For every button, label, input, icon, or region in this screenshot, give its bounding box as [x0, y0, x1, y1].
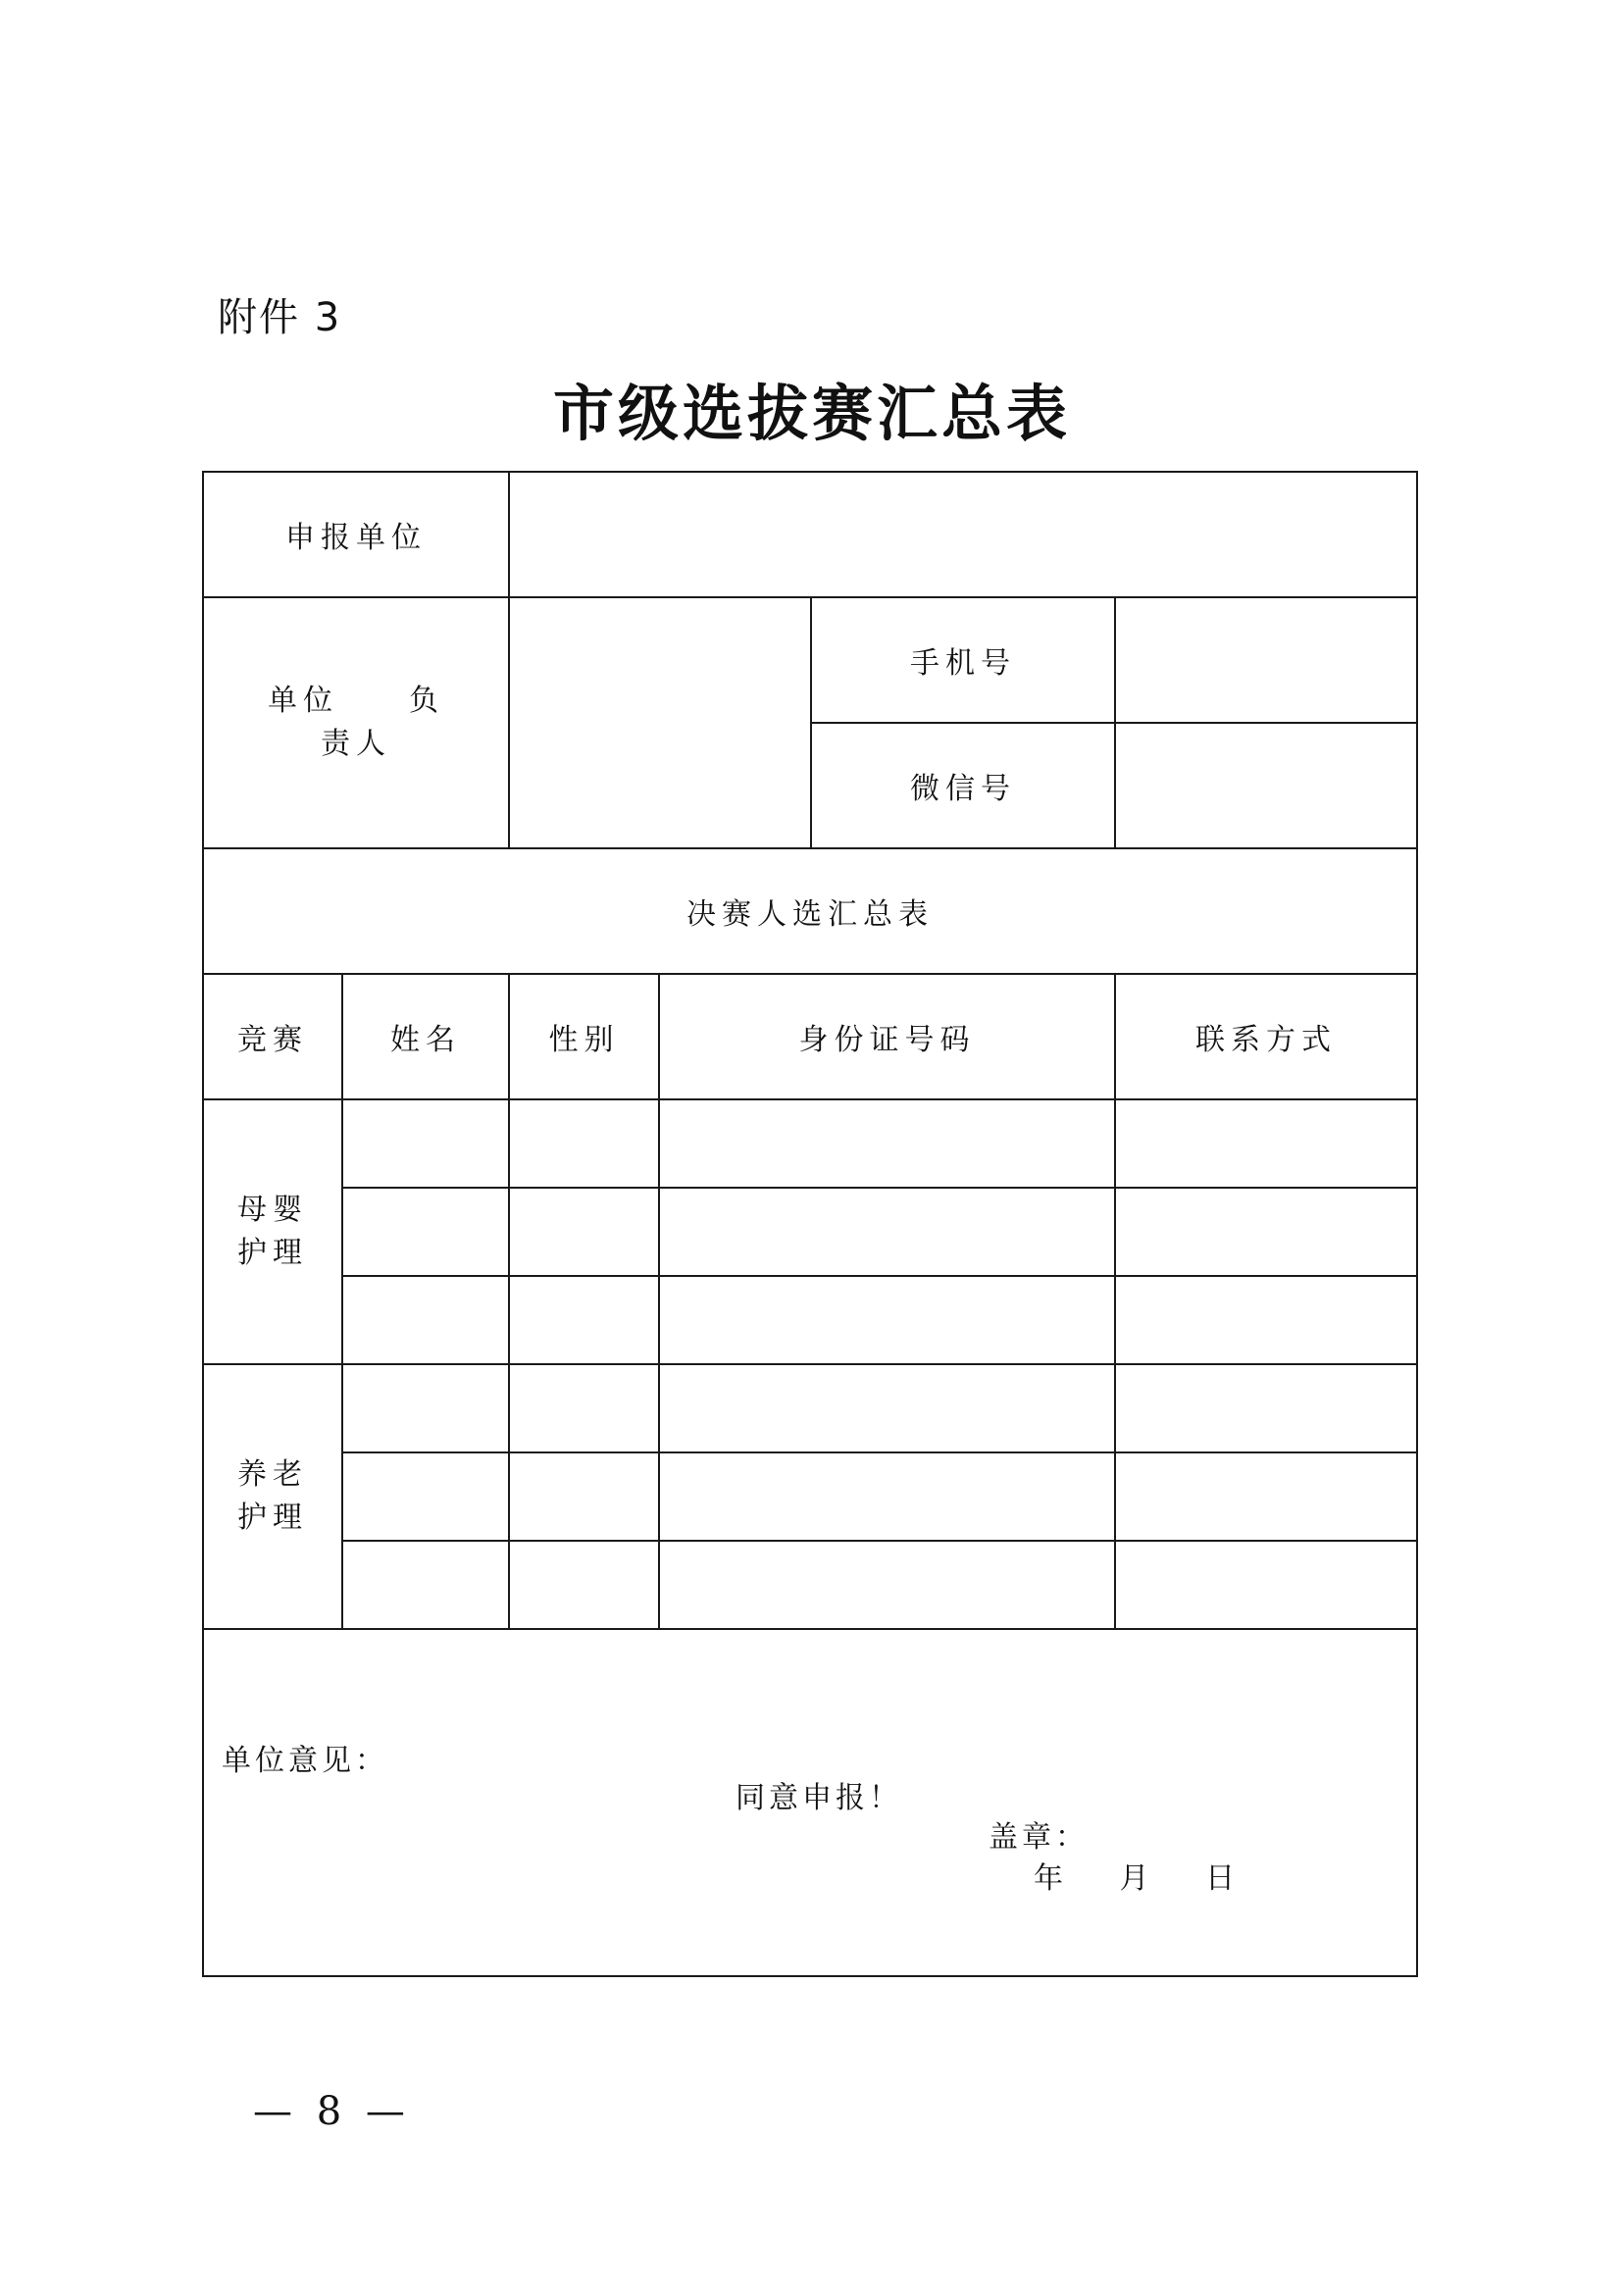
- id-number-cell[interactable]: [659, 1364, 1115, 1452]
- group-maternal-care: [203, 1099, 342, 1364]
- contact-cell[interactable]: [1115, 1188, 1417, 1276]
- gender-cell[interactable]: [509, 1452, 659, 1541]
- id-number-cell[interactable]: [659, 1541, 1115, 1629]
- date-line: 年 月 日: [1034, 1861, 1238, 1896]
- group-line2: 护理: [237, 1236, 308, 1270]
- page-number: — 8 —: [253, 2089, 411, 2134]
- name-cell[interactable]: [342, 1276, 509, 1364]
- group-line1: 养老: [237, 1457, 308, 1492]
- leader-label: [203, 597, 509, 848]
- col-header-name: 姓名: [342, 974, 509, 1099]
- gender-cell[interactable]: [509, 1364, 659, 1452]
- leader-label-line1: 单位 负: [268, 684, 444, 718]
- gender-cell[interactable]: [509, 1276, 659, 1364]
- page-title: 市级选拔赛汇总表: [552, 378, 1071, 449]
- contact-cell[interactable]: [1115, 1276, 1417, 1364]
- opinion-text: 同意申报！: [736, 1781, 902, 1815]
- id-number-cell[interactable]: [659, 1188, 1115, 1276]
- gender-cell[interactable]: [509, 1188, 659, 1276]
- gender-cell[interactable]: [509, 1099, 659, 1188]
- leader-name-field[interactable]: [509, 597, 811, 848]
- wechat-label: 微信号: [811, 723, 1115, 848]
- col-header-contact: 联系方式: [1115, 974, 1417, 1099]
- summary-form-table: [202, 471, 1418, 1977]
- seal-label: 盖章：: [989, 1820, 1089, 1855]
- col-header-competition: 竞赛: [203, 974, 342, 1099]
- id-number-cell[interactable]: [659, 1099, 1115, 1188]
- gender-cell[interactable]: [509, 1541, 659, 1629]
- contact-cell[interactable]: [1115, 1099, 1417, 1188]
- group-line2: 护理: [237, 1501, 308, 1535]
- col-header-gender: 性别: [509, 974, 659, 1099]
- id-number-cell[interactable]: [659, 1452, 1115, 1541]
- section-title: 决赛人选汇总表: [203, 848, 1417, 974]
- col-header-id-number: 身份证号码: [659, 974, 1115, 1099]
- group-elderly-care: [203, 1364, 342, 1629]
- name-cell[interactable]: [342, 1541, 509, 1629]
- wechat-field[interactable]: [1115, 723, 1417, 848]
- name-cell[interactable]: [342, 1099, 509, 1188]
- name-cell[interactable]: [342, 1364, 509, 1452]
- phone-field[interactable]: [1115, 597, 1417, 723]
- phone-label: 手机号: [811, 597, 1115, 723]
- contact-cell[interactable]: [1115, 1364, 1417, 1452]
- name-cell[interactable]: [342, 1188, 509, 1276]
- id-number-cell[interactable]: [659, 1276, 1115, 1364]
- contact-cell[interactable]: [1115, 1452, 1417, 1541]
- opinion-label: 单位意见：: [222, 1744, 388, 1778]
- applicant-unit-field[interactable]: [509, 472, 1417, 597]
- leader-label-line2: 责人: [321, 727, 391, 761]
- opinion-cell[interactable]: [203, 1629, 1417, 1976]
- contact-cell[interactable]: [1115, 1541, 1417, 1629]
- applicant-unit-label: 申报单位: [203, 472, 509, 597]
- name-cell[interactable]: [342, 1452, 509, 1541]
- group-line1: 母婴: [237, 1193, 308, 1227]
- attachment-label: 附件 3: [218, 295, 342, 340]
